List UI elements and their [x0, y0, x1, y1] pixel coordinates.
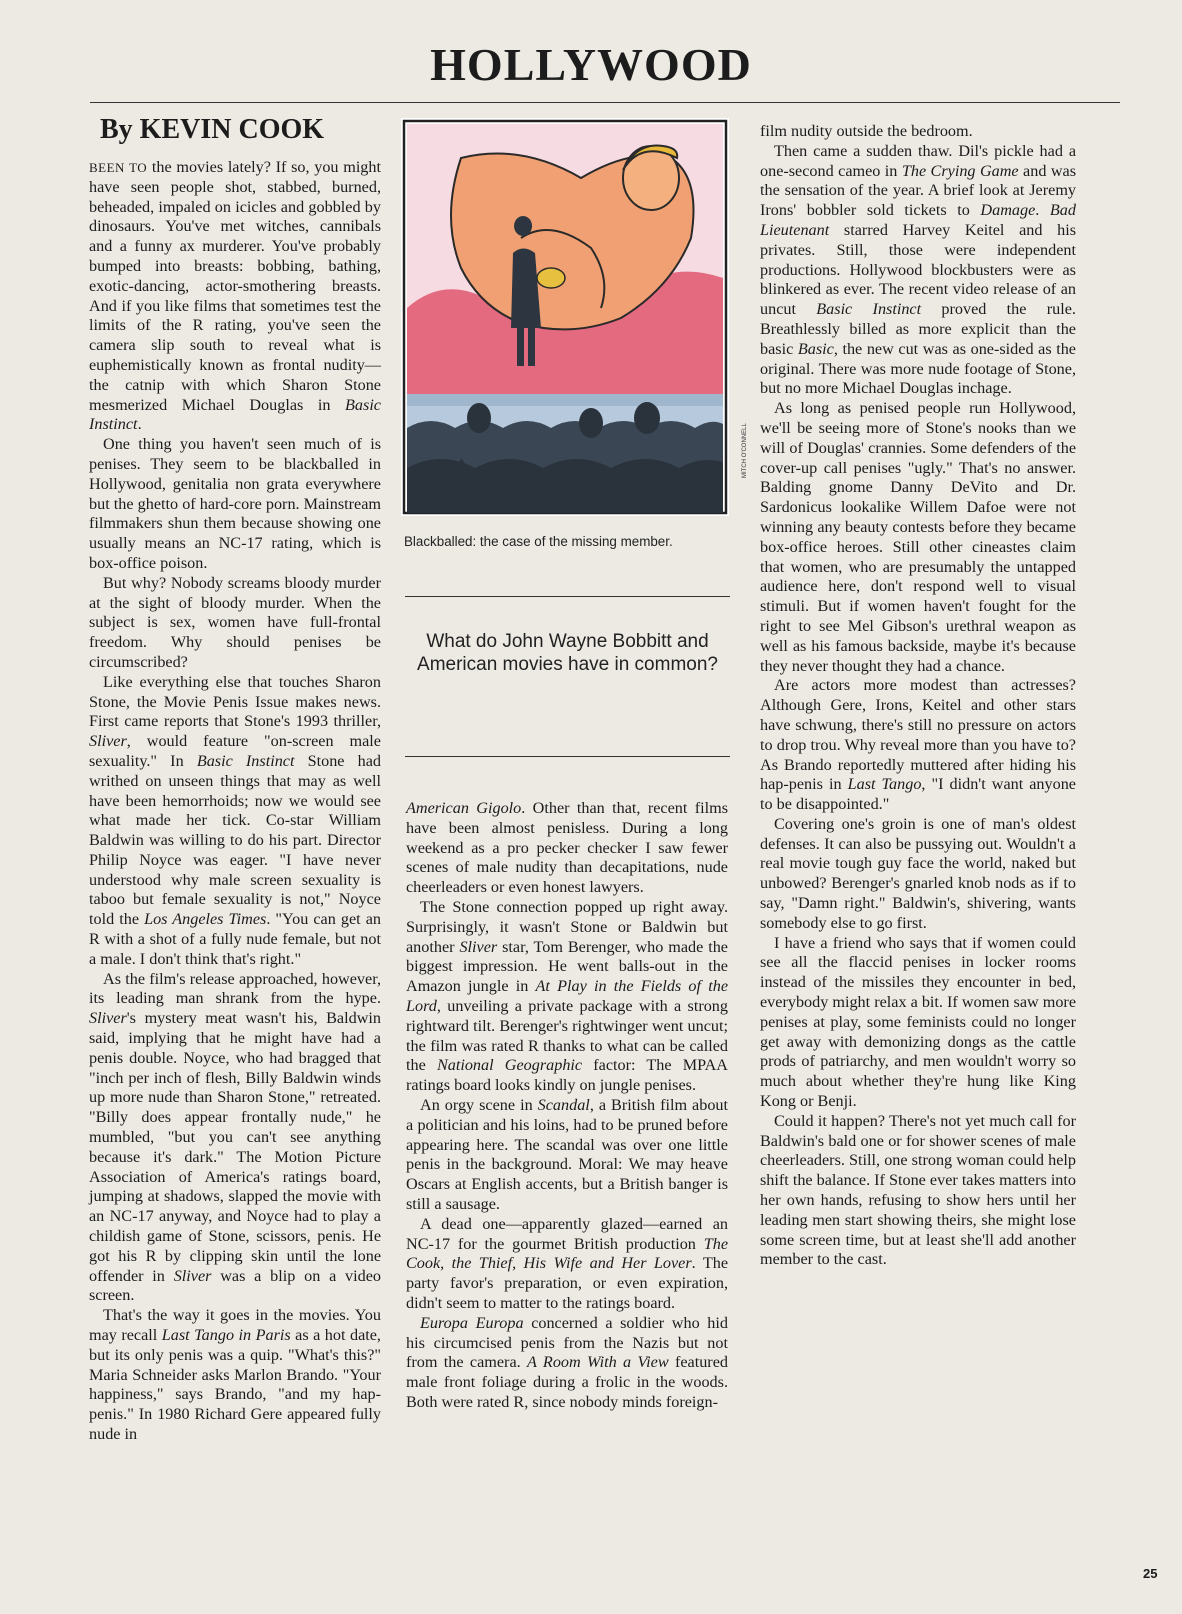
pull-quote-rule-top — [405, 596, 730, 597]
section-title: HOLLYWOOD — [430, 39, 752, 90]
byline: By KEVIN COOK — [100, 114, 325, 145]
illustration-caption: Blackballed: the case of the missing member. — [404, 534, 673, 549]
paragraph: An orgy scene in Scandal, a British film about a politician and his loins, had to be pruned before appearing here. The scandal was over one little penis in the background. Moral: We may heave Oscars at English accents, but a British banger is still a sausage. — [406, 1095, 729, 1213]
paragraph: The Stone connection popped up right away. Surprisingly, it wasn't Stone or Baldwin but another Sliver star, Tom Berenger, who made the biggest impression. He went balls-out in the Amazon jungle in At Play in the Fields of the Lord, unveiling a private package with a strong rightward tilt. Berenger's rightwinger went uncut; the film was rated R thanks to what can be called the National Geographic factor: The MPAA ratings board looks kindly on jungle penises. — [406, 897, 728, 1095]
paragraph: Then came a sudden thaw. Dil's pickle had a one-second cameo in The Crying Game and was the sensation of the year. A brief look at Jeremy Irons' bobbler sold tickets to Damage. Bad Lieutenant starred Harvey Keitel and his privates. Still, those were independent productions. Hollywood blockbusters were as blinkered as ever. The recent video release of an uncut Basic Instinct proved the rule. Breathlessly billed as more explicit than the basic Basic, the new cut was as one-sided as the original. There was more nude footage of Stone, but no more Michael Douglas inchage. — [760, 141, 1077, 398]
paragraph: As long as penised people run Hollywood, we'll be seeing more of Stone's nooks than we will of Douglas' crannies. Some defenders of the cover-up call penises "ugly." That's no answer. Balding gnome Danny DeVito and Dr. Sardonicus lookalike Willem Dafoe were not winning any beauty contests before they became box-office heroes. Still other cineastes claim that women, who are presumably the untapped audience here, don't respond well to visual stimuli. But if women haven't fought for the right to see Mel Gibson's urethral weapon as well as his famous backside, maybe it's because they never thought they had a chance. — [760, 399, 1076, 675]
pull-quote-rule-bottom — [405, 756, 730, 757]
article-column-1 — [89, 158, 381, 1445]
paragraph: One thing you haven't seen much of is penises. They seem to be blackballed in Hollywood, genitalia non grata everywhere but the ghetto of hard-core porn. Mainstream filmmakers shun them because showing one usually means an NC-17 rating, which is box-office poison. — [89, 435, 381, 572]
article-column-2 — [406, 799, 728, 1413]
paragraph: Could it happen? There's not yet much call for Baldwin's bald one or for shower scenes of male cheerleaders. Still, one strong woman could help shift the balance. If Stone ever takes matters into her own hands, refusing to show hers until her leading men start showing theirs, she might lose some screen time, but at least she'll add another member to the cast. — [760, 1111, 1076, 1269]
lead-in: BEEN TO — [89, 160, 148, 175]
paragraph: BEEN TO the movies lately? If so, you might have seen people shot, stabbed, burned, beheaded, impaled on icicles and gobbled by dinosaurs. You've met witches, cannibals and a funny ax murderer. You've probably bumped into breasts: bobbing, bathing, exotic-dancing, actor-smothering breasts. And if you like films that sometimes test the limits of the R rating, you've seen the camera slip south to reveal what is euphemistically known as frontal nudity—the catnip with which Sharon Stone mesmerized Michael Douglas in Basic Instinct. — [89, 158, 381, 434]
paragraph: Covering one's groin is one of man's oldest defenses. It can also be pussying out. Wouldn't a real movie tough guy face the world, naked but unbowed? Berenger's gnarled knob nods as if to say, "Damn right." Baldwin's, shivering, wants somebody else to go first. — [760, 814, 1076, 932]
paragraph: That's the way it goes in the movies. You may recall Last Tango in Paris as a hot date, but its only penis was a quip. "What's this?" Maria Schneider asks Marlon Brando. "Your happiness," says Brando, "and my hap-penis." In 1980 Richard Gere appeared fully nude in — [89, 1306, 381, 1443]
paragraph: Are actors more modest than actresses? Although Gere, Irons, Keitel and other stars have schwung, there's still no pressure on actors to drop trou. Why reveal more than you have to? As Brando reportedly muttered after hiding his hap-penis in Last Tango, "I didn't want anyone to be disappointed." — [760, 676, 1076, 814]
header-rule — [90, 102, 1120, 103]
paragraph: As the film's release approached, however, its leading man shrank from the hype. Sliver's mystery meat wasn't his, Baldwin said, implying that he might have had a penis double. Noyce, who had bragged that "inch per inch of flesh, Billy Baldwin winds up more nude than Sharon Stone," retreated. "Billy does appear frontally nude," he mumbled, "but you can't see anything because it's dark." The Motion Picture Association of America's ratings board, jumping at shadows, slapped the movie with an NC-17 anyway, and Noyce had to play a childish game of Stone, scissors, penis. He got his R by clipping skin until the lone offender in Sliver was a blip on a video screen. — [89, 969, 381, 1305]
article-column-3 — [760, 122, 1076, 1270]
paragraph: film nudity outside the bedroom. — [760, 122, 973, 140]
page-number: 25 — [1143, 1566, 1158, 1581]
paragraph: Like everything else that touches Sharon Stone, the Movie Penis Issue makes news. First came reports that Stone's 1993 thriller, Sliver, would feature "on-screen male sexuality." In Basic Instinct Stone had writhed on unseen things that may as well have been hemorrhoids; now we would see what made her tick. Co-star William Baldwin was willing to do his part. Director Philip Noyce was eager. "I have never understood why male screen sexuality is taboo but female sexuality is not," Noyce told the Los Angeles Times. "You can get an R with a shot of a fully nude female, but not a male. I don't think that's right." — [89, 672, 381, 968]
paragraph: I have a friend who says that if women could see all the flaccid penises in locker rooms instead of the missiles they encounter in bed, everybody might relax a bit. If women saw more penises at play, some feminists could no longer get away with demonizing dongs as the cattle prods of patriarchy, and men wouldn't worry so much about whether they're hung like King Kong or Benji. — [760, 933, 1077, 1111]
paragraph: American Gigolo. Other than that, recent films have been almost penisless. During a long weekend as a pro pecker checker I saw fewer scenes of male nudity than decapitations, nude cheerleaders or even honest lawyers. — [406, 799, 728, 897]
pull-quote: What do John Wayne Bobbitt and American movies have in common? — [417, 631, 718, 675]
paragraph: But why? Nobody screams bloody murder at the sight of bloody murder. When the subject is sex, women have full-frontal freedom. Why should penises be circumscribed? — [89, 573, 381, 671]
paragraph: Europa Europa concerned a soldier who hid his circumcised penis from the Nazis but not from the camera. A Room With a View featured male front foliage during a frolic in the woods. Both were rated R, since nobody minds foreign- — [406, 1313, 728, 1411]
paragraph: A dead one—apparently glazed—earned an NC-17 for the gourmet British production The Cook, the Thief, His Wife and Her Lover. The party favor's preparation, or even expiration, didn't seem to matter to the ratings board. — [406, 1214, 729, 1312]
cinema-nude-illustration — [401, 118, 729, 516]
illustration-credit: MITCH O'CONNELL — [742, 423, 748, 478]
